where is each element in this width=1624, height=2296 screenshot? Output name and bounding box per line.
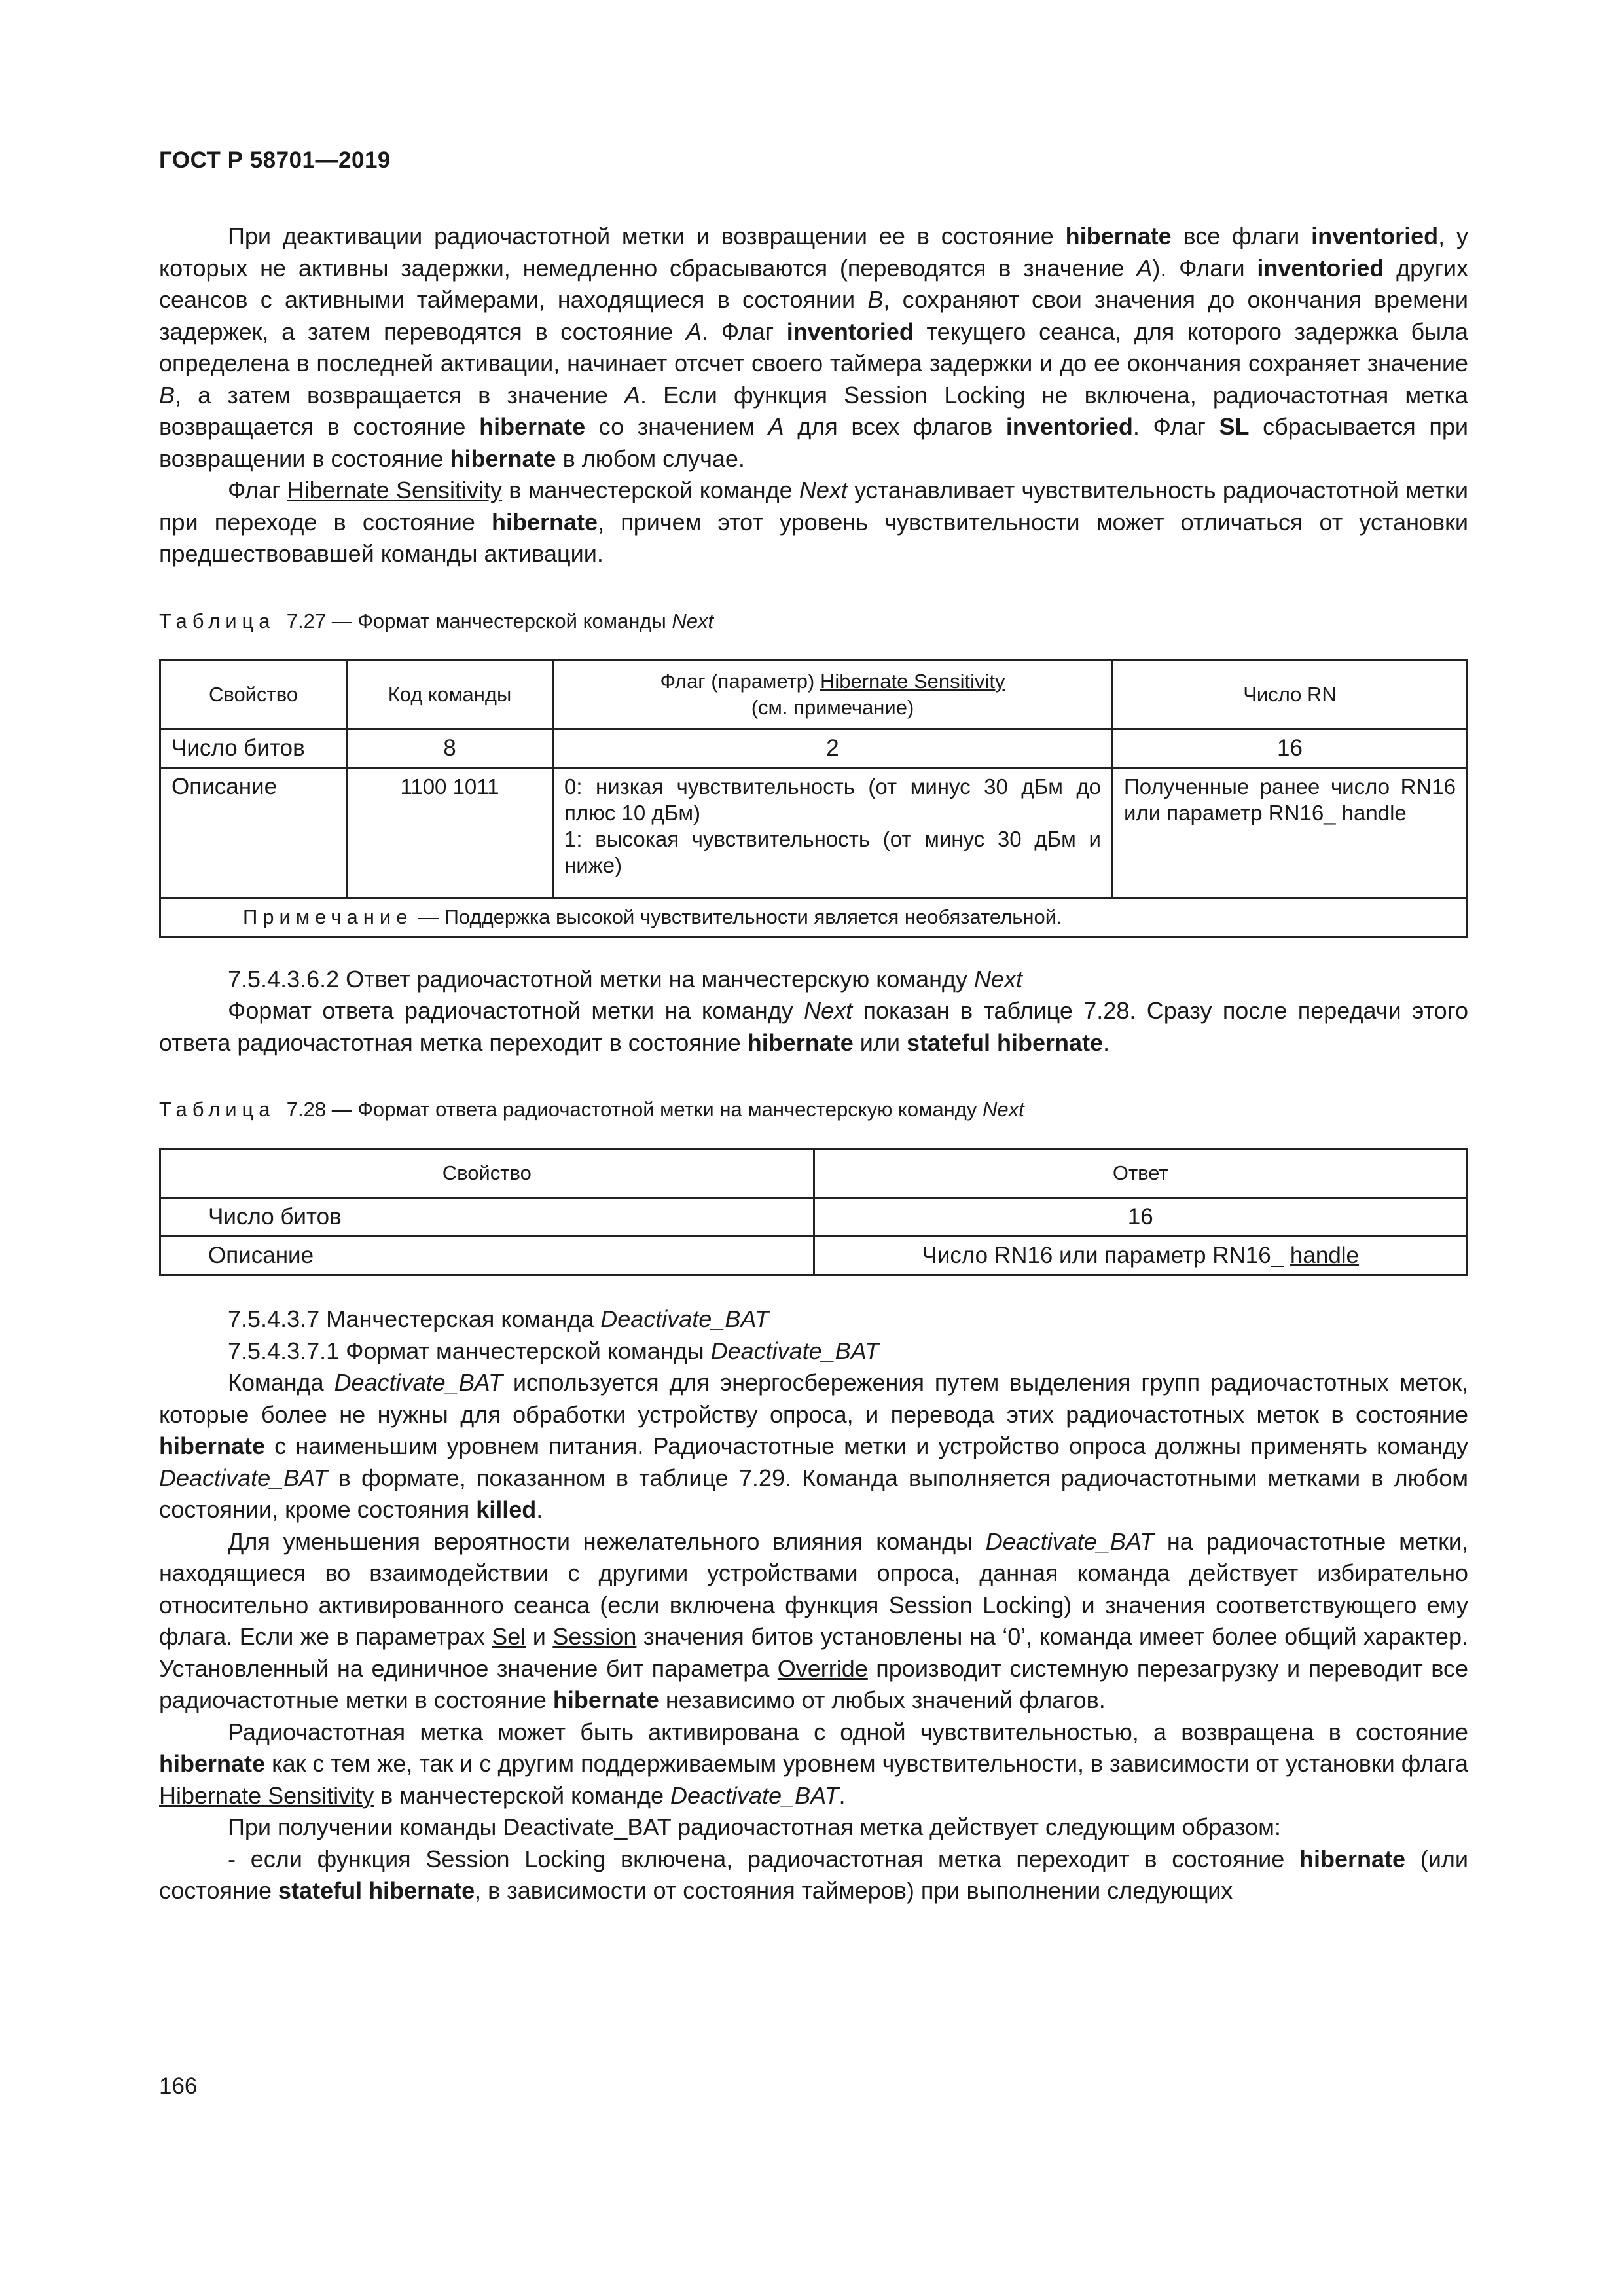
paragraph: Радиочастотная метка может быть активирована с одной чувствительностью, а возвращена в состояние hibernate как с тем же, так и с другим поддерживаемым уровнем чувствительности, в зависимости от установки флага Hibernate Sensitivity в манчестерской команде Deactivate_BAT. xyxy=(159,1718,1468,1809)
table-header-row xyxy=(160,660,1468,729)
table-caption: Таблица 7.27 — Формат манчестерской команды Next xyxy=(159,609,714,632)
paragraph: Формат ответа радиочастотной метки на команду Next показан в таблице 7.28. Сразу после передачи этого ответа радиочастотная метка переходит в состояние hibernate или stateful hibernate. xyxy=(159,997,1469,1056)
section-heading: 7.5.4.3.7 Манчестерская команда Deactivate_BAT xyxy=(228,1305,769,1332)
paragraph: При деактивации радиочастотной метки и возвращении ее в состояние hibernate все флаги inventoried, у которых не активны задержки, немедленно сбрасываются (переводятся в значение A). Флаги inventoried других сеансов с активными таймерами, находящиеся в состоянии B, сохраняют свои значения до окончания времени задержек, а затем переводятся в состояние A. Флаг inventoried текущего сеанса, для которого задержка была определена в последней активации, начинает отсчет своего таймера задержки и до ее окончания сохраняет значение B, а затем возвращается в значение A. Если функция Session Locking не включена, радиочастотная метка возвращается в состояние hibernate со значением A для всех флагов inventoried. Флаг SL сбрасывается при возвращении в состояние hibernate в любом случае. xyxy=(159,223,1469,472)
table-cell: 1100 1011 xyxy=(347,767,553,898)
table-cell: Число RN16 или параметр RN16_ handle xyxy=(814,1237,1468,1275)
section-heading: 7.5.4.3.7.1 Формат манчестерской команды Deactivate_BAT xyxy=(228,1337,880,1364)
section-heading: 7.5.4.3.6.2 Ответ радиочастотной метки на манчестерскую команду Next xyxy=(228,965,1023,993)
paragraph: - если функция Session Locking включена, радиочастотная метка переходит в состояние hibernate (или состояние stateful hibernate, в зависимости от состояния таймеров) при выполнении следующих xyxy=(159,1845,1468,1904)
table-cell: 8 xyxy=(347,729,553,767)
table-cell: 2 xyxy=(553,729,1113,767)
table-7-27 xyxy=(159,659,1468,938)
table-header-cell: Свойство xyxy=(160,1149,814,1198)
table-cell: Число битов xyxy=(160,1198,814,1237)
table-row xyxy=(160,1237,1468,1275)
page-number: 166 xyxy=(159,2073,198,2099)
table-cell: 16 xyxy=(814,1198,1468,1237)
document-header: ГОСТ Р 58701—2019 xyxy=(159,147,391,173)
table-cell: Описание xyxy=(160,767,347,898)
table-header-cell: Свойство xyxy=(160,660,347,729)
term-link: Hibernate Sensitivity xyxy=(287,477,503,503)
table-row xyxy=(160,767,1468,898)
table-header-cell: Число RN xyxy=(1113,660,1468,729)
table-header-row xyxy=(160,1149,1468,1198)
table-cell: Описание xyxy=(160,1237,814,1275)
paragraph: Для уменьшения вероятности нежелательного влияния команды Deactivate_BAT на радиочастотные метки, находящиеся во взаимодействии с другими устройствами опроса, данная команда действует избирательно относительно активированного сеанса (если включена функция Session Locking) и значения соответствующего ему флага. Если же в параметрах Sel и Session значения битов установлены на ‘0’, команда имеет более общий характер. Установленный на единичное значение бит параметра Override производит системную перезагрузку и переводит все радиочастотные метки в состояние hibernate независимо от любых значений флагов. xyxy=(159,1527,1469,1713)
table-cell: 0: низкая чувствительность (от минус 30 дБм до плюс 10 дБм) 1: высокая чувствительность (от минус 30 дБм и ниже) xyxy=(553,767,1113,898)
table-cell: Число битов xyxy=(160,729,347,767)
paragraph: При получении команды Deactivate_BAT радиочастотная метка действует следующим образом: xyxy=(228,1813,1281,1840)
paragraph: Флаг Hibernate Sensitivity в манчестерской команде Next устанавливает чувствительность радиочастотной метки при переходе в состояние hibernate, причем этот уровень чувствительности может отличаться от установки предшествовавшей команды активации. xyxy=(159,477,1468,567)
table-header-cell: Ответ xyxy=(814,1149,1468,1198)
table-row xyxy=(160,1198,1468,1237)
table-cell: 16 xyxy=(1113,729,1468,767)
document-page xyxy=(159,147,1468,1907)
table-header-cell: Флаг (параметр) Hibernate Sensitivity (см. примечание) xyxy=(553,660,1113,729)
paragraph: Команда Deactivate_BAT используется для энергосбережения путем выделения групп радиочастотных меток, которые более не нужны для обработки устройству опроса, и перевода этих радиочастотных меток в состояние hibernate с наименьшим уровнем питания. Радиочастотные метки и устройство опроса должны применять команду Deactivate_BAT в формате, показанном в таблице 7.29. Команда выполняется радиочастотными метками в любом состоянии, кроме состояния killed. xyxy=(159,1369,1468,1523)
table-row xyxy=(160,729,1468,767)
table-cell: Полученные ранее число RN16 или параметр RN16_ handle xyxy=(1113,767,1468,898)
table-note: Примечание — Поддержка высокой чувствительности является необязательной. xyxy=(160,898,1468,936)
table-header-cell: Код команды xyxy=(347,660,553,729)
table-note-row xyxy=(160,898,1468,936)
table-caption: Таблица 7.28 — Формат ответа радиочастотной метки на манчестерскую команду Next xyxy=(159,1098,1024,1121)
table-7-28 xyxy=(159,1148,1468,1276)
